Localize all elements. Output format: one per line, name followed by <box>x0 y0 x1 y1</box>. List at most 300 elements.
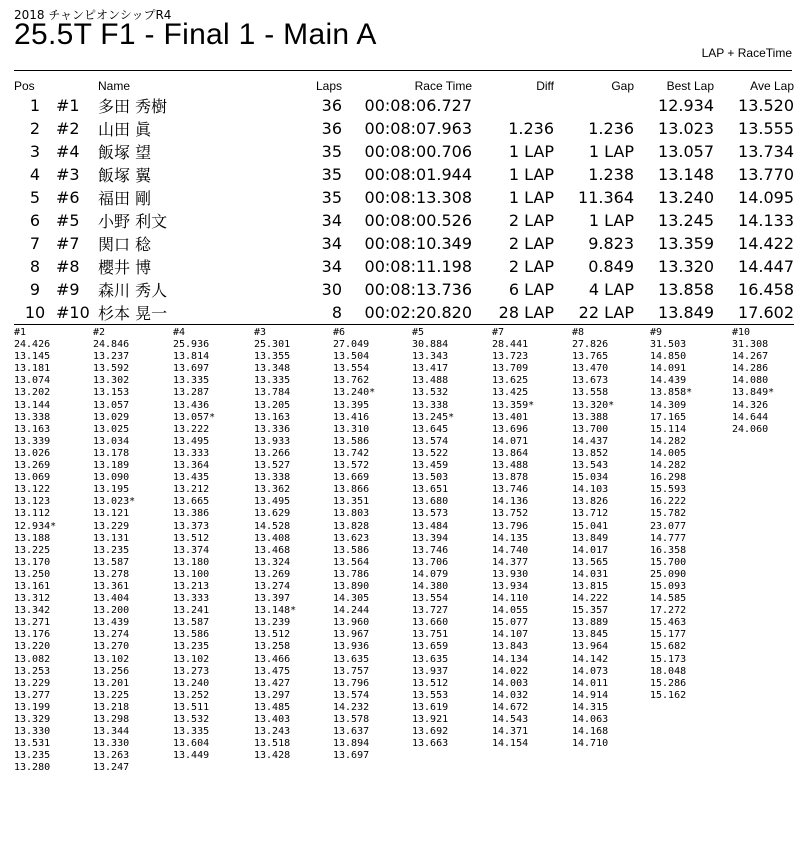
lap-time: 14.080 <box>732 375 769 387</box>
result-position: 6 <box>29 211 41 230</box>
lap-time: 13.645 <box>412 423 449 435</box>
lap-time: 15.782 <box>650 508 687 520</box>
result-laps-count: 36 <box>321 119 342 138</box>
result-laps-count: 34 <box>321 211 342 230</box>
lap-time: 15.173 <box>650 653 687 665</box>
lap-time: 13.796 <box>333 677 370 689</box>
lap-column <box>412 327 454 750</box>
lap-time: 13.057 <box>93 399 130 411</box>
result-car-number: #1 <box>56 96 80 115</box>
lap-time: 13.826 <box>572 496 609 508</box>
result-driver-name: 関口 稔 <box>98 235 152 254</box>
col-header-number <box>56 78 98 94</box>
lap-time: 13.252 <box>173 689 210 701</box>
lap-time: 14.439 <box>650 375 687 387</box>
lap-time: 13.532 <box>412 387 449 399</box>
lap-time: 13.266 <box>254 447 291 459</box>
lap-time: 13.815 <box>572 580 609 592</box>
lap-time: 13.894 <box>333 738 370 750</box>
lap-time: 28.441 <box>492 339 529 351</box>
lap-time: 14.222 <box>572 593 609 605</box>
lap-time: 13.336 <box>254 423 291 435</box>
lap-column <box>14 327 56 774</box>
lap-time: 13.388 <box>572 411 609 423</box>
lap-time: 13.297 <box>254 689 291 701</box>
lap-time: 13.338 <box>412 399 449 411</box>
result-best-lap: 13.057 <box>658 142 714 161</box>
lap-time: 13.362 <box>254 484 291 496</box>
result-gap: 1.238 <box>588 165 634 184</box>
lap-time: 13.553 <box>412 689 449 701</box>
result-car-number: #10 <box>56 301 98 325</box>
lap-time: 13.408 <box>254 532 291 544</box>
lap-time: 13.029 <box>93 411 130 423</box>
lap-time: 13.933 <box>254 435 291 447</box>
result-best-lap: 13.245 <box>658 211 714 230</box>
lap-time: 13.201 <box>93 677 130 689</box>
result-row <box>14 117 794 140</box>
lap-time: 13.338 <box>254 472 291 484</box>
lap-time: 15.162 <box>650 689 687 701</box>
lap-time: 13.511 <box>173 701 210 713</box>
result-ave-lap: 17.602 <box>714 301 794 325</box>
lap-time: 14.380 <box>412 580 449 592</box>
lap-time: 13.470 <box>572 363 609 375</box>
result-position: 2 <box>29 119 41 138</box>
lap-column-header: #7 <box>492 327 505 338</box>
lap-time: 13.280 <box>14 762 51 774</box>
lap-time: 14.315 <box>572 701 609 713</box>
lap-time: 14.154 <box>492 738 529 750</box>
lap-time: 13.587 <box>173 617 210 629</box>
lap-time: 27.049 <box>333 339 370 351</box>
lap-time: 13.195 <box>93 484 130 496</box>
result-diff: 2 LAP <box>508 234 554 253</box>
lap-time: 15.034 <box>572 472 609 484</box>
lap-time: 13.302 <box>93 375 130 387</box>
lap-time: 25.090 <box>650 568 687 580</box>
lap-time: 13.665 <box>173 496 210 508</box>
lap-time: 13.333 <box>173 593 210 605</box>
lap-time: 13.176 <box>14 629 51 641</box>
lap-time: 13.123 <box>14 496 51 508</box>
lap-time: 13.439 <box>93 617 130 629</box>
lap-time: 13.692 <box>412 726 449 738</box>
lap-time: 13.237 <box>93 351 130 363</box>
lap-time: 13.680 <box>412 496 449 508</box>
lap-time: 13.178 <box>93 447 130 459</box>
lap-time: 13.335 <box>173 726 210 738</box>
lap-time: 14.267 <box>732 351 769 363</box>
lap-time: 15.682 <box>650 641 687 653</box>
results-body <box>14 94 794 325</box>
result-driver-name: 杉本 晃一 <box>98 301 218 325</box>
result-driver-name: 飯塚 翼 <box>98 166 152 185</box>
lap-column <box>254 327 296 762</box>
lap-time: 13.849* <box>732 387 775 399</box>
result-driver-name: 飯塚 望 <box>98 143 152 162</box>
lap-time: 13.673 <box>572 375 609 387</box>
lap-time: 13.574 <box>412 435 449 447</box>
lap-time: 14.031 <box>572 568 609 580</box>
result-car-number: #7 <box>56 234 80 253</box>
lap-time: 13.586 <box>333 435 370 447</box>
title-divider <box>14 70 792 71</box>
lap-time: 13.425 <box>492 387 529 399</box>
lap-time: 13.188 <box>14 532 51 544</box>
lap-time: 13.202 <box>14 387 51 399</box>
lap-time: 23.077 <box>650 520 687 532</box>
lap-time: 13.459 <box>412 460 449 472</box>
result-position: 5 <box>29 188 41 207</box>
result-ave-lap: 16.458 <box>738 280 794 299</box>
lap-time: 13.629 <box>254 508 291 520</box>
lap-time: 13.669 <box>333 472 370 484</box>
lap-time: 13.069 <box>14 472 51 484</box>
lap-time: 14.777 <box>650 532 687 544</box>
lap-time: 13.131 <box>93 532 130 544</box>
lap-time: 13.239 <box>254 617 291 629</box>
lap-time: 24.426 <box>14 339 51 351</box>
lap-time: 13.351 <box>333 496 370 508</box>
result-car-number: #9 <box>56 280 80 299</box>
lap-time: 13.878 <box>492 472 529 484</box>
lap-time: 14.135 <box>492 532 529 544</box>
result-position: 1 <box>29 96 41 115</box>
lap-time: 14.063 <box>572 714 609 725</box>
result-laps-count: 30 <box>321 280 342 299</box>
lap-time: 13.866 <box>333 484 370 496</box>
lap-time: 14.168 <box>572 726 609 738</box>
lap-time: 13.189 <box>93 460 130 472</box>
result-gap: 22 LAP <box>554 301 634 325</box>
lap-time: 13.359* <box>492 399 535 411</box>
lap-time: 27.826 <box>572 339 609 351</box>
lap-time: 13.416 <box>333 411 370 423</box>
lap-time: 13.727 <box>412 605 449 617</box>
lap-time: 13.335 <box>254 375 291 387</box>
result-best-lap: 13.320 <box>658 257 714 276</box>
lap-time: 13.436 <box>173 399 210 411</box>
lap-time: 14.022 <box>492 665 529 677</box>
lap-time: 13.263 <box>93 750 130 762</box>
lap-time: 14.103 <box>572 484 609 496</box>
report-type-label: LAP + RaceTime <box>701 46 792 60</box>
lap-time: 13.205 <box>254 399 291 411</box>
lap-time: 13.338 <box>14 411 51 423</box>
lap-time: 13.706 <box>412 556 449 568</box>
result-laps-count: 35 <box>321 142 342 161</box>
lap-time: 13.512 <box>173 532 210 544</box>
result-gap: 4 LAP <box>588 280 634 299</box>
lap-time: 13.274 <box>93 629 130 641</box>
lap-time: 14.282 <box>650 460 687 472</box>
lap-time: 13.890 <box>333 580 370 592</box>
lap-time: 13.503 <box>412 472 449 484</box>
lap-time: 31.503 <box>650 339 687 351</box>
lap-time: 15.286 <box>650 677 687 689</box>
lap-time: 13.163 <box>254 411 291 423</box>
result-driver-name: 櫻井 博 <box>98 258 152 277</box>
result-row <box>14 232 794 255</box>
lap-column-header: #2 <box>93 327 106 338</box>
result-gap: 1.236 <box>588 119 634 138</box>
lap-time: 13.329 <box>14 714 51 725</box>
result-car-number: #3 <box>56 165 80 184</box>
result-ave-lap: 14.447 <box>738 257 794 276</box>
lap-time: 13.122 <box>14 484 51 496</box>
lap-time: 13.564 <box>333 556 370 568</box>
lap-time: 13.148* <box>254 605 297 617</box>
result-position: 7 <box>29 234 41 253</box>
lap-time: 13.466 <box>254 653 291 665</box>
lap-time: 24.846 <box>93 339 130 351</box>
lap-time: 13.273 <box>173 665 210 677</box>
lap-time: 13.786 <box>333 568 370 580</box>
result-best-lap: 13.849 <box>634 301 714 325</box>
result-ave-lap: 13.734 <box>738 142 794 161</box>
lap-time: 14.528 <box>254 520 291 532</box>
result-position: 9 <box>29 280 41 299</box>
lap-time: 13.240* <box>333 387 376 399</box>
result-laps-count: 34 <box>321 234 342 253</box>
result-row <box>14 209 794 232</box>
lap-time: 13.700 <box>572 423 609 435</box>
col-header-diff: Diff <box>536 79 554 93</box>
lap-time: 13.723 <box>492 351 529 363</box>
lap-time: 13.712 <box>572 508 609 520</box>
lap-time: 13.484 <box>412 520 449 532</box>
lap-time: 13.742 <box>333 447 370 459</box>
lap-time: 13.269 <box>14 460 51 472</box>
result-race-time: 00:08:01.944 <box>364 165 472 184</box>
lap-time: 14.055 <box>492 605 529 617</box>
result-best-lap: 13.240 <box>658 188 714 207</box>
lap-time: 13.025 <box>93 423 130 435</box>
lap-time: 14.437 <box>572 435 609 447</box>
lap-time: 13.102 <box>173 653 210 665</box>
lap-column-header: #1 <box>14 327 27 338</box>
lap-time: 13.435 <box>173 472 210 484</box>
col-header-ave-lap: Ave Lap <box>750 79 794 93</box>
result-car-number: #4 <box>56 142 80 161</box>
lap-time: 13.245* <box>412 411 455 423</box>
result-car-number: #5 <box>56 211 80 230</box>
lap-column <box>572 327 614 750</box>
result-row <box>14 301 794 325</box>
lap-time: 13.386 <box>173 508 210 520</box>
result-diff: 2 LAP <box>508 257 554 276</box>
lap-time: 13.512 <box>412 677 449 689</box>
lap-time: 13.222 <box>173 423 210 435</box>
lap-time: 13.532 <box>173 714 210 725</box>
lap-time: 14.244 <box>333 605 370 617</box>
lap-time: 17.165 <box>650 411 687 423</box>
lap-time: 13.964 <box>572 641 609 653</box>
lap-time: 13.355 <box>254 351 291 363</box>
result-race-time: 00:08:07.963 <box>364 119 472 138</box>
lap-column-header: #4 <box>173 327 186 338</box>
result-diff: 28 LAP <box>472 301 554 325</box>
lap-column-header: #5 <box>412 327 425 338</box>
lap-time: 13.803 <box>333 508 370 520</box>
lap-time: 13.746 <box>492 484 529 496</box>
lap-time: 13.849 <box>572 532 609 544</box>
lap-time: 13.623 <box>333 532 370 544</box>
lap-time: 13.324 <box>254 556 291 568</box>
lap-time: 13.090 <box>93 472 130 484</box>
col-header-gap: Gap <box>611 79 634 93</box>
result-row <box>14 163 794 186</box>
lap-time: 14.073 <box>572 665 609 677</box>
lap-time: 13.554 <box>412 593 449 605</box>
lap-time: 13.934 <box>492 580 529 592</box>
lap-time: 13.663 <box>412 738 449 750</box>
lap-time: 13.240 <box>173 677 210 689</box>
col-header-laps: Laps <box>315 79 342 93</box>
result-laps-count: 35 <box>321 165 342 184</box>
lap-time: 13.274 <box>254 580 291 592</box>
lap-time: 14.672 <box>492 701 529 713</box>
lap-time: 13.342 <box>14 605 51 617</box>
lap-time: 14.914 <box>572 689 609 701</box>
lap-time: 13.026 <box>14 447 51 459</box>
lap-time: 13.504 <box>333 351 370 363</box>
result-ave-lap: 14.095 <box>738 188 794 207</box>
lap-time: 14.134 <box>492 653 529 665</box>
result-diff: 6 LAP <box>508 280 554 299</box>
result-race-time: 00:08:13.308 <box>364 188 472 207</box>
lap-time: 13.765 <box>572 351 609 363</box>
lap-time: 13.488 <box>492 460 529 472</box>
lap-time: 14.286 <box>732 363 769 375</box>
result-diff: 1 LAP <box>508 165 554 184</box>
result-ave-lap: 13.770 <box>738 165 794 184</box>
lap-time: 13.852 <box>572 447 609 459</box>
lap-time: 14.142 <box>572 653 609 665</box>
lap-time: 14.371 <box>492 726 529 738</box>
lap-time: 13.247 <box>93 762 130 774</box>
lap-time: 13.814 <box>173 351 210 363</box>
lap-time: 14.377 <box>492 556 529 568</box>
lap-time: 13.578 <box>333 714 370 725</box>
lap-time: 13.637 <box>333 726 370 738</box>
lap-time: 13.163 <box>14 423 51 435</box>
lap-time: 13.235 <box>93 544 130 556</box>
lap-time: 13.145 <box>14 351 51 363</box>
lap-time: 13.558 <box>572 387 609 399</box>
lap-time: 16.222 <box>650 496 687 508</box>
result-race-time: 00:08:00.526 <box>364 211 472 230</box>
lap-time: 13.404 <box>93 593 130 605</box>
lap-time: 13.212 <box>173 484 210 496</box>
lap-time: 13.573 <box>412 508 449 520</box>
lap-time: 13.587 <box>93 556 130 568</box>
result-driver-name: 福田 剛 <box>98 189 152 208</box>
lap-time: 16.298 <box>650 472 687 484</box>
lap-time: 13.330 <box>93 738 130 750</box>
lap-time: 14.710 <box>572 738 609 750</box>
result-best-lap: 13.858 <box>658 280 714 299</box>
lap-time: 13.235 <box>173 641 210 653</box>
lap-time: 13.333 <box>173 447 210 459</box>
result-ave-lap: 13.520 <box>738 96 794 115</box>
lap-time: 13.170 <box>14 556 51 568</box>
lap-time: 12.934* <box>14 520 57 532</box>
lap-time: 13.339 <box>14 435 51 447</box>
lap-time: 14.005 <box>650 447 687 459</box>
lap-time: 13.752 <box>492 508 529 520</box>
result-race-time: 00:08:13.736 <box>364 280 472 299</box>
lap-time: 13.394 <box>412 532 449 544</box>
lap-time: 14.091 <box>650 363 687 375</box>
lap-column <box>333 327 375 762</box>
lap-time: 13.225 <box>14 544 51 556</box>
lap-time: 13.401 <box>492 411 529 423</box>
lap-time: 13.034 <box>93 435 130 447</box>
lap-time: 13.312 <box>14 593 51 605</box>
lap-time: 15.357 <box>572 605 609 617</box>
lap-column-header: #9 <box>650 327 663 338</box>
result-position: 8 <box>29 257 41 276</box>
lap-time: 13.531 <box>14 738 51 750</box>
result-driver-name: 山田 眞 <box>98 120 152 139</box>
result-row <box>14 186 794 209</box>
lap-time: 13.651 <box>412 484 449 496</box>
lap-time: 14.110 <box>492 593 529 605</box>
col-header-name: Name <box>98 79 131 93</box>
lap-time: 13.937 <box>412 665 449 677</box>
lap-time: 13.199 <box>14 701 51 713</box>
lap-time: 13.751 <box>412 629 449 641</box>
lap-time: 13.023* <box>93 496 136 508</box>
lap-time: 13.344 <box>93 726 130 738</box>
result-driver-name: 森川 秀人 <box>98 281 168 300</box>
result-car-number: #2 <box>56 119 80 138</box>
lap-time: 13.697 <box>173 363 210 375</box>
lap-time: 15.114 <box>650 423 687 435</box>
lap-time: 13.417 <box>412 363 449 375</box>
lap-time: 13.269 <box>254 568 291 580</box>
lap-time: 13.374 <box>173 544 210 556</box>
lap-time: 13.403 <box>254 714 291 725</box>
lap-time: 13.495 <box>254 496 291 508</box>
lap-time: 13.270 <box>93 641 130 653</box>
lap-time: 13.373 <box>173 520 210 532</box>
lap-column <box>650 327 692 702</box>
lap-time: 15.177 <box>650 629 687 641</box>
lap-time: 13.241 <box>173 605 210 617</box>
result-gap: 0.849 <box>588 257 634 276</box>
lap-time: 13.960 <box>333 617 370 629</box>
lap-time: 13.397 <box>254 593 291 605</box>
lap-time: 30.884 <box>412 339 449 351</box>
lap-time: 15.041 <box>572 520 609 532</box>
result-best-lap: 13.148 <box>658 165 714 184</box>
lap-column <box>732 327 774 436</box>
result-ave-lap: 13.555 <box>738 119 794 138</box>
lap-time: 14.543 <box>492 714 529 725</box>
lap-time: 13.619 <box>412 701 449 713</box>
lap-time: 25.301 <box>254 339 291 351</box>
lap-time: 13.495 <box>173 435 210 447</box>
lap-time: 13.659 <box>412 641 449 653</box>
lap-time: 13.543 <box>572 460 609 472</box>
lap-time: 18.048 <box>650 665 687 677</box>
result-diff: 1.236 <box>508 119 554 138</box>
lap-time: 13.153 <box>93 387 130 399</box>
lap-time: 13.574 <box>333 689 370 701</box>
